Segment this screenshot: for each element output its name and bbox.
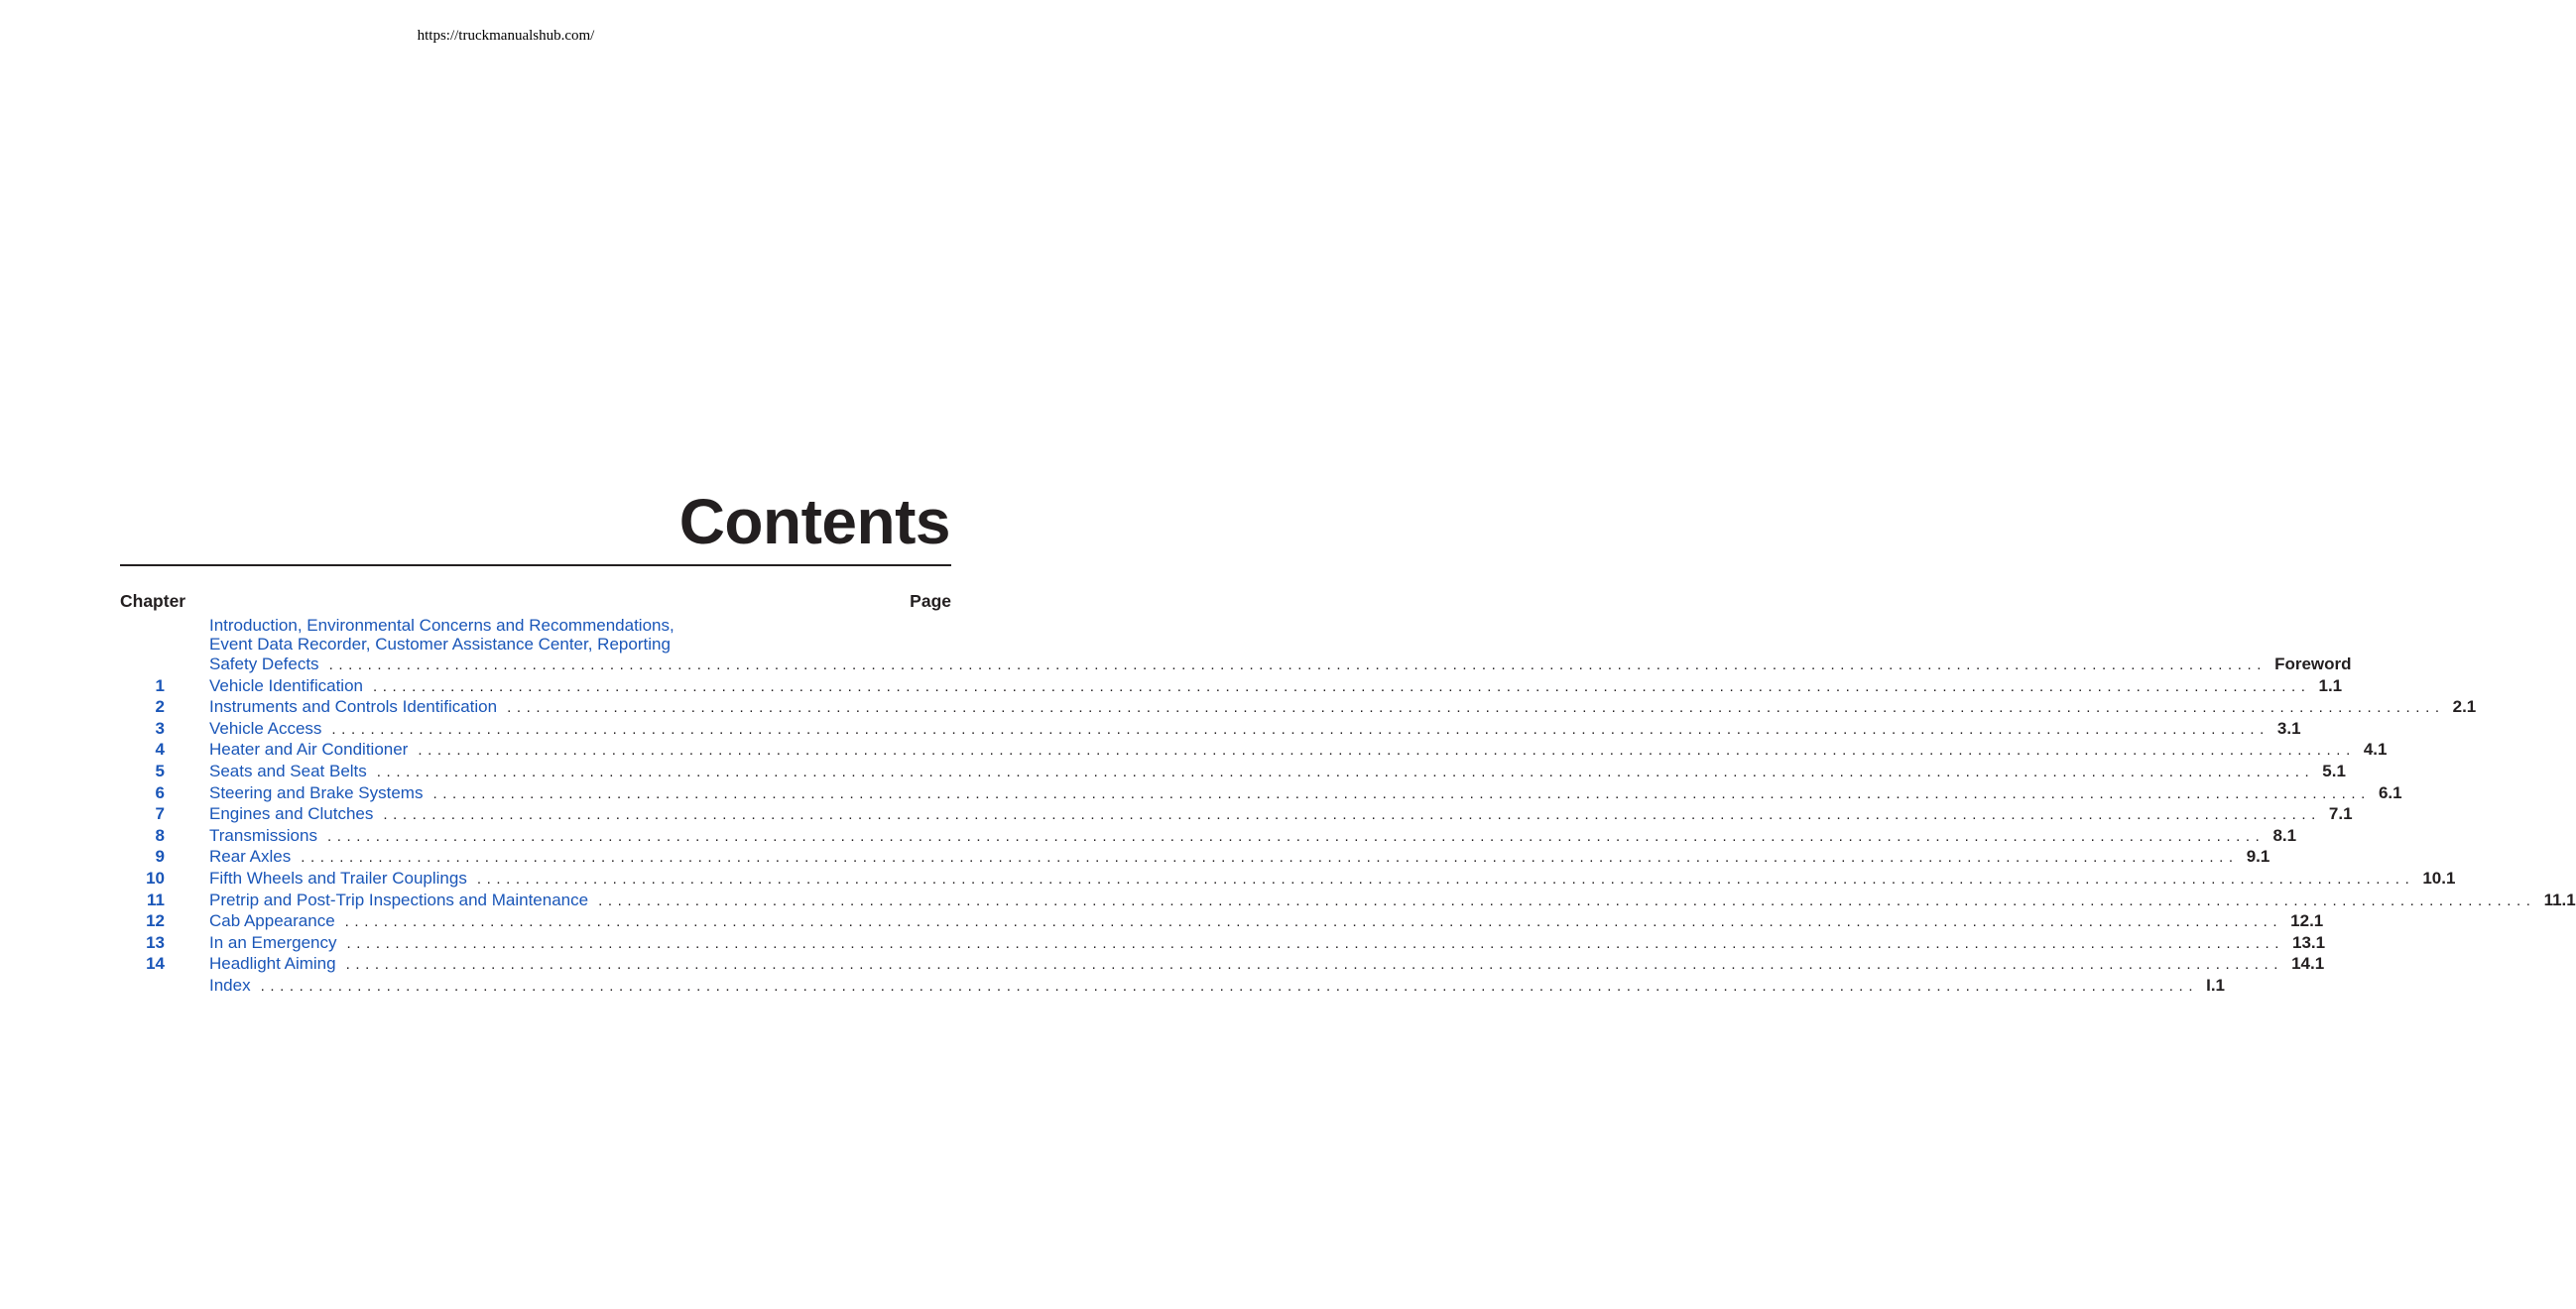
toc-page-number: 13.1 bbox=[2292, 932, 2326, 952]
toc-page-number: 5.1 bbox=[2322, 761, 2346, 780]
toc-entry bbox=[209, 846, 2270, 869]
toc-row bbox=[120, 761, 2346, 782]
toc-entry bbox=[209, 739, 2388, 762]
toc-row bbox=[120, 675, 2343, 697]
toc-row bbox=[120, 932, 2326, 954]
toc-row bbox=[120, 846, 2270, 868]
chapter-number[interactable]: 1 bbox=[155, 675, 165, 695]
toc-entry bbox=[209, 803, 2353, 826]
chapter-link[interactable]: Engines and Clutches bbox=[209, 804, 374, 824]
chapter-number[interactable]: 10 bbox=[146, 868, 165, 888]
toc-entry bbox=[209, 890, 2576, 912]
intro-line bbox=[120, 617, 951, 636]
chapter-link[interactable]: Steering and Brake Systems bbox=[209, 782, 424, 802]
toc-page-number: 1.1 bbox=[2318, 675, 2343, 695]
chapter-number[interactable]: 13 bbox=[146, 932, 165, 952]
toc-entry bbox=[209, 675, 2343, 698]
dot-leader: ........................................................................................................................................................................................................ bbox=[331, 720, 2269, 738]
chapter-number[interactable]: 2 bbox=[155, 697, 165, 717]
toc-page-number: 3.1 bbox=[2276, 718, 2301, 738]
dot-leader: ........................................................................................................................................................................................................ bbox=[345, 956, 2284, 974]
chapter-link[interactable]: Seats and Seat Belts bbox=[209, 761, 367, 780]
chapter-link[interactable]: Cab Appearance bbox=[209, 911, 335, 931]
table-of-contents bbox=[120, 616, 2576, 997]
toc-page-number: 12.1 bbox=[2290, 911, 2324, 931]
toc-entry bbox=[209, 782, 2402, 805]
chapter-link[interactable]: Transmissions bbox=[209, 825, 317, 845]
dot-leader: ........................................................................................................................................................................................................ bbox=[373, 677, 2311, 695]
intro-link-line-3[interactable]: Safety Defects bbox=[209, 654, 319, 673]
toc-page-number: 9.1 bbox=[2246, 847, 2270, 867]
toc-entry bbox=[209, 761, 2346, 783]
toc-entry bbox=[209, 975, 2225, 998]
toc-row bbox=[120, 782, 2402, 804]
toc-page-number: 14.1 bbox=[2291, 954, 2325, 974]
toc-entry bbox=[209, 868, 2456, 891]
dot-leader: ........................................................................................................................................................................................................ bbox=[328, 656, 2268, 673]
chapter-number[interactable]: 8 bbox=[155, 825, 165, 845]
toc-page-number: 6.1 bbox=[2378, 782, 2402, 802]
toc-row bbox=[120, 739, 2388, 761]
toc-entry bbox=[209, 910, 2324, 933]
toc-row bbox=[120, 953, 2325, 975]
toc-page-number: 11.1 bbox=[2543, 890, 2576, 909]
intro-line bbox=[120, 636, 951, 654]
page-column-header: Page bbox=[910, 591, 951, 611]
chapter-number[interactable]: 4 bbox=[155, 740, 165, 760]
toc-page-number: 8.1 bbox=[2272, 825, 2297, 845]
toc-page-number: 4.1 bbox=[2363, 740, 2388, 760]
dot-leader: ........................................................................................................................................................................................................ bbox=[418, 742, 2356, 760]
toc-page-number: Foreword bbox=[2274, 654, 2352, 673]
chapter-number[interactable]: 3 bbox=[155, 718, 165, 738]
dot-leader: ........................................................................................................................................................................................................ bbox=[383, 806, 2321, 824]
toc-page-number: 10.1 bbox=[2422, 868, 2456, 888]
toc-row-intro bbox=[120, 654, 2352, 675]
chapter-link[interactable]: Vehicle Identification bbox=[209, 675, 363, 695]
toc-entry bbox=[209, 654, 2352, 676]
chapter-link[interactable]: Instruments and Controls Identification bbox=[209, 697, 498, 717]
toc-page-number: 7.1 bbox=[2328, 804, 2353, 824]
toc-row bbox=[120, 803, 2353, 825]
chapter-column-header: Chapter bbox=[120, 591, 186, 611]
chapter-number[interactable]: 7 bbox=[155, 804, 165, 824]
chapter-number[interactable]: 12 bbox=[146, 911, 165, 931]
chapter-number[interactable]: 6 bbox=[155, 782, 165, 802]
dot-leader: ........................................................................................................................................................................................................ bbox=[598, 892, 2536, 909]
toc-row bbox=[120, 825, 2297, 847]
toc-entry bbox=[209, 825, 2297, 848]
chapter-number[interactable]: 9 bbox=[155, 847, 165, 867]
intro-link-line-2[interactable]: Event Data Recorder, Customer Assistance Center, Reporting bbox=[209, 634, 671, 654]
chapter-link[interactable]: Vehicle Access bbox=[209, 718, 322, 738]
dot-leader: ........................................................................................................................................................................................................ bbox=[507, 699, 2445, 717]
toc-row bbox=[120, 868, 2456, 890]
toc-page-number: 2.1 bbox=[2452, 697, 2477, 717]
chapter-number[interactable]: 11 bbox=[147, 890, 165, 909]
chapter-link[interactable]: Index bbox=[209, 975, 251, 995]
dot-leader: ........................................................................................................................................................................................................ bbox=[476, 870, 2415, 888]
toc-row bbox=[120, 696, 2477, 718]
dot-leader: ........................................................................................................................................................................................................ bbox=[344, 913, 2283, 931]
chapter-link[interactable]: Pretrip and Post-Trip Inspections and Maintenance bbox=[209, 890, 589, 909]
source-url: https://truckmanualshub.com/ bbox=[417, 28, 595, 44]
toc-entry bbox=[209, 953, 2325, 976]
chapter-number[interactable]: 14 bbox=[146, 954, 165, 974]
chapter-link[interactable]: Fifth Wheels and Trailer Couplings bbox=[209, 868, 467, 888]
toc-entry bbox=[209, 696, 2477, 719]
dot-leader: ........................................................................................................................................................................................................ bbox=[376, 763, 2315, 780]
title-rule bbox=[120, 564, 951, 566]
chapter-link[interactable]: Rear Axles bbox=[209, 847, 292, 867]
toc-row bbox=[120, 718, 2301, 740]
chapter-link[interactable]: Headlight Aiming bbox=[209, 954, 336, 974]
toc-row bbox=[120, 975, 2225, 997]
intro-link-line-1[interactable]: Introduction, Environmental Concerns and Recommendations, bbox=[209, 616, 675, 635]
chapter-link[interactable]: Heater and Air Conditioner bbox=[209, 740, 409, 760]
chapter-link[interactable]: In an Emergency bbox=[209, 932, 337, 952]
dot-leader: ........................................................................................................................................................................................................ bbox=[260, 977, 2199, 995]
page-title: Contents bbox=[678, 486, 950, 557]
toc-row bbox=[120, 890, 2576, 911]
chapter-number[interactable]: 5 bbox=[155, 761, 165, 780]
toc-page-number: I.1 bbox=[2206, 975, 2225, 995]
toc-entry bbox=[209, 718, 2301, 741]
dot-leader: ........................................................................................................................................................................................................ bbox=[432, 784, 2371, 802]
toc-row bbox=[120, 910, 2324, 932]
dot-leader: ........................................................................................................................................................................................................ bbox=[326, 827, 2266, 845]
toc-entry bbox=[209, 932, 2326, 955]
dot-leader: ........................................................................................................................................................................................................ bbox=[346, 934, 2285, 952]
dot-leader: ........................................................................................................................................................................................................ bbox=[301, 849, 2239, 867]
